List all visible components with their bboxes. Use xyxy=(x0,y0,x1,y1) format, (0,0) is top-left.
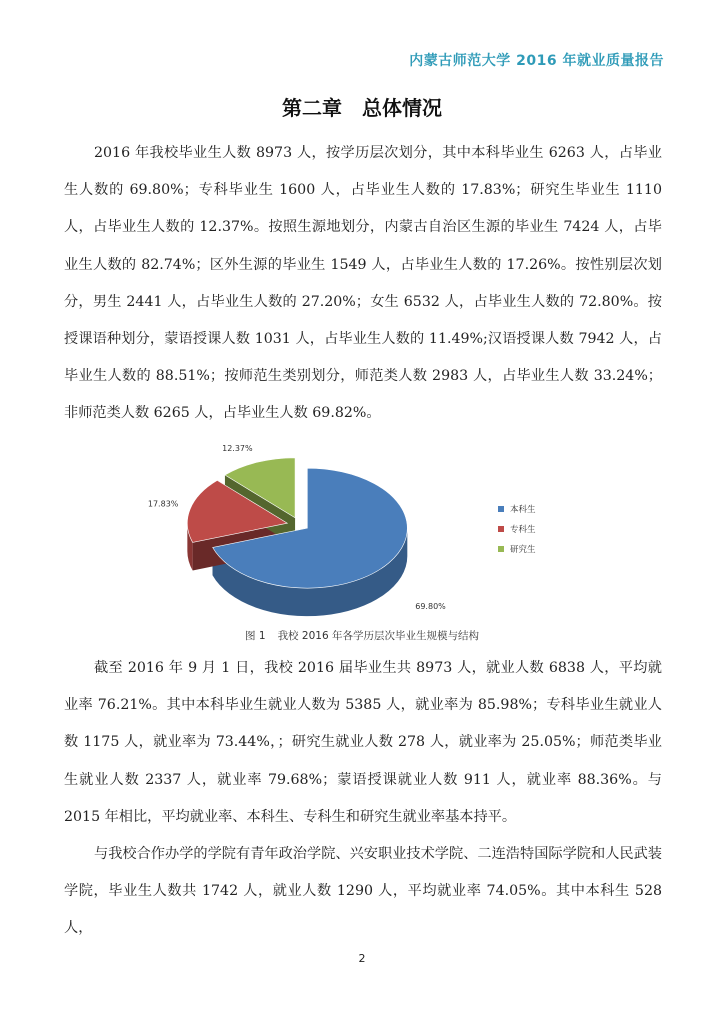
legend-label-undergraduate: 本科生 xyxy=(510,505,536,515)
figure-caption xyxy=(0,628,724,643)
legend-swatch-undergraduate xyxy=(498,506,504,512)
body-paragraph: 截至 2016 年 9 月 1 日，我校 2016 届毕业生共 8973 人，就业人数 6838 人，平均就业率 76.21%。其中本科毕业生就业人数为 5385 人，就业率为 85.98%；专科毕业生就业人数 1175 人，就业率为 73.44%，；研究生就业人数 278 人，就业率为 25.05%；师范类毕业生就业人数 2337 人，就业率 79.68%；蒙语授课就业人数 911 人，就业率 88.36%。与 2015 年相比，平均就业率、本科生、专科生和研究生就业率基本持平。 xyxy=(64,660,662,825)
legend-label-graduate: 研究生 xyxy=(510,545,536,555)
figure-caption-text: 我校 2016 年各学历层次毕业生规模与结构 xyxy=(277,630,479,642)
legend-swatch-graduate xyxy=(498,546,504,552)
pie-label-graduate: 12.37% xyxy=(222,444,253,454)
figure-number: 图 1 xyxy=(245,630,266,642)
page-number: 2 xyxy=(358,952,366,965)
body-paragraph: 与我校合作办学的学院有青年政治学院、兴安职业技术学院、二连浩特国际学院和人民武装学院，毕业生人数共 1742 人，就业人数 1290 人，平均就业率 74.05%。其中本科生 528 人， xyxy=(64,846,662,937)
pie-legend xyxy=(498,504,536,555)
pie-chart xyxy=(147,440,590,615)
chapter-title: 第二章 总体情况 xyxy=(282,96,442,120)
pie-label-undergraduate: 69.80% xyxy=(415,602,446,612)
body-paragraph: 2016 年我校毕业生人数 8973 人，按学历层次划分，其中本科毕业生 6263 人，占毕业生人数的 69.80%；专科毕业生 1600 人，占毕业生人数的 17.83%；研究生毕业生 1110 人，占毕业生人数的 12.37%。按照生源地划分，内蒙古自治区生源的毕业生 7424 人，占毕业生人数的 82.74%；区外生源的毕业生 1549 人，占毕业生人数的 17.26%。按性别层次划分，男生 2441 人，占毕业生人数的 27.20%；女生 6532 人，占毕业生人数的 72.80%。按授课语种划分，蒙语授课人数 1031 人，占毕业生人数的 11.49%;汉语授课人数 7942 人，占毕业生人数的 88.51%；按师范生类别划分，师范类人数 2983 人，占毕业生人数 33.24%；非师范类人数 6265 人，占毕业生人数 69.82%。 xyxy=(64,145,662,422)
report-header-title: 内蒙古师范大学 2016 年就业质量报告 xyxy=(409,53,664,69)
pie-label-junior-college: 17.83% xyxy=(147,499,179,509)
legend-swatch-junior-college xyxy=(498,526,504,532)
legend-label-junior-college: 专科生 xyxy=(510,525,536,535)
